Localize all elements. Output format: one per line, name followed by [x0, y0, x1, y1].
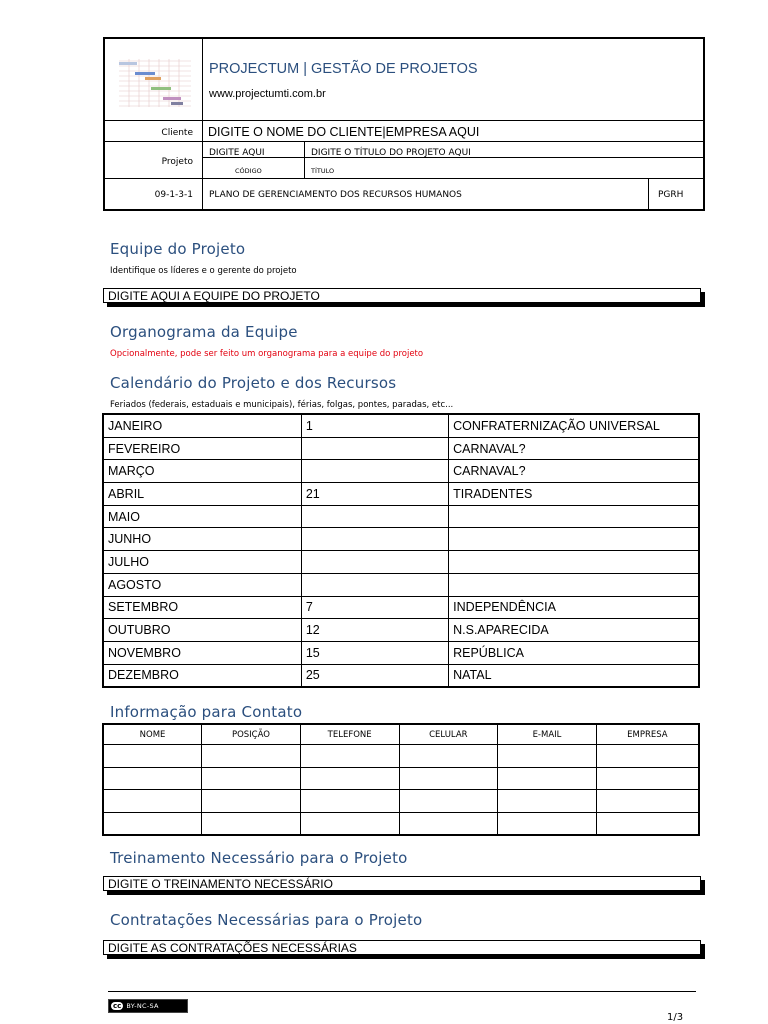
contact-cell[interactable]	[103, 790, 202, 813]
calendar-month-cell[interactable]: MARÇO	[103, 460, 301, 483]
calendar-month-cell[interactable]: NOVEMBRO	[103, 641, 301, 664]
calendar-row	[103, 414, 699, 437]
contact-cell[interactable]	[202, 767, 301, 790]
calendar-day-cell[interactable]	[301, 528, 448, 551]
contact-cell[interactable]	[202, 812, 301, 835]
contact-column-header: POSIÇÃO	[202, 724, 301, 745]
contact-cell[interactable]	[300, 790, 399, 813]
contact-cell[interactable]	[202, 790, 301, 813]
calendar-month-cell[interactable]: JUNHO	[103, 528, 301, 551]
calendar-month-cell[interactable]: MAIO	[103, 505, 301, 528]
company-website[interactable]: www.projectumti.com.br	[209, 88, 326, 100]
contact-cell[interactable]	[498, 767, 597, 790]
org-note: Opcionalmente, pode ser feito um organograma para a equipe do projeto	[110, 349, 424, 359]
footer-divider	[108, 991, 696, 992]
calendar-note: Feriados (federais, estaduais e municipais), férias, folgas, pontes, paradas, etc...	[110, 400, 454, 410]
contact-cell[interactable]	[399, 745, 498, 768]
calendar-event-cell[interactable]: CARNAVAL?	[449, 460, 699, 483]
document-header	[103, 37, 705, 211]
title-caption: TÍTULO	[311, 167, 335, 175]
contact-column-header: EMPRESA	[596, 724, 699, 745]
calendar-day-cell[interactable]: 1	[301, 414, 448, 437]
calendar-event-cell[interactable]: CONFRATERNIZAÇÃO UNIVERSAL	[449, 414, 699, 437]
calendar-month-cell[interactable]: DEZEMBRO	[103, 664, 301, 687]
calendar-row	[103, 460, 699, 483]
calendar-day-cell[interactable]: 21	[301, 483, 448, 506]
calendar-day-cell[interactable]	[301, 505, 448, 528]
calendar-day-cell[interactable]: 15	[301, 641, 448, 664]
team-note: Identifique os líderes e o gerente do projeto	[110, 266, 297, 276]
calendar-row	[103, 619, 699, 642]
calendar-row	[103, 437, 699, 460]
project-label: Projeto	[161, 157, 193, 167]
cc-icon: cc	[113, 1002, 122, 1010]
page-number: 1/3	[667, 1012, 684, 1023]
client-field[interactable]: DIGITE O NOME DO CLIENTE|EMPRESA AQUI	[208, 125, 480, 139]
code-caption: CÓDIGO	[235, 167, 262, 175]
company-name: PROJECTUM | GESTÃO DE PROJETOS	[209, 61, 478, 77]
client-label: Cliente	[161, 128, 193, 138]
contact-cell[interactable]	[103, 812, 202, 835]
calendar-day-cell[interactable]	[301, 573, 448, 596]
calendar-event-cell[interactable]	[449, 551, 699, 574]
holiday-calendar-table	[102, 413, 700, 688]
calendar-row	[103, 505, 699, 528]
contact-cell[interactable]	[498, 812, 597, 835]
gantt-chart-icon	[105, 39, 201, 118]
calendar-row	[103, 528, 699, 551]
contact-cell[interactable]	[300, 745, 399, 768]
contact-cell[interactable]	[399, 790, 498, 813]
contact-cell[interactable]	[596, 767, 699, 790]
contact-heading: Informação para Contato	[110, 703, 303, 721]
calendar-event-cell[interactable]	[449, 505, 699, 528]
calendar-row	[103, 641, 699, 664]
project-title-field[interactable]: DIGITE O TÍTULO DO PROJETO AQUI	[311, 148, 471, 158]
contact-row	[103, 767, 699, 790]
calendar-month-cell[interactable]: SETEMBRO	[103, 596, 301, 619]
training-heading: Treinamento Necessário para o Projeto	[110, 849, 408, 867]
calendar-row	[103, 573, 699, 596]
document-number: 09-1-3-1	[154, 190, 193, 200]
training-field[interactable]: DIGITE O TREINAMENTO NECESSÁRIO	[103, 876, 701, 891]
contact-row	[103, 790, 699, 813]
contact-column-header: E-MAIL	[498, 724, 597, 745]
hiring-heading: Contratações Necessárias para o Projeto	[110, 911, 423, 929]
calendar-event-cell[interactable]: INDEPENDÊNCIA	[449, 596, 699, 619]
document-title: PLANO DE GERENCIAMENTO DOS RECURSOS HUMANOS	[209, 190, 462, 200]
calendar-row	[103, 483, 699, 506]
contact-cell[interactable]	[596, 745, 699, 768]
calendar-day-cell[interactable]	[301, 460, 448, 483]
calendar-row	[103, 551, 699, 574]
calendar-event-cell[interactable]: NATAL	[449, 664, 699, 687]
contact-cell[interactable]	[300, 812, 399, 835]
calendar-day-cell[interactable]	[301, 437, 448, 460]
contact-cell[interactable]	[596, 790, 699, 813]
contact-table	[102, 723, 700, 836]
team-field[interactable]: DIGITE AQUI A EQUIPE DO PROJETO	[103, 288, 701, 303]
contact-cell[interactable]	[498, 790, 597, 813]
calendar-month-cell[interactable]: JULHO	[103, 551, 301, 574]
calendar-month-cell[interactable]: AGOSTO	[103, 573, 301, 596]
calendar-event-cell[interactable]	[449, 573, 699, 596]
contact-cell[interactable]	[498, 745, 597, 768]
calendar-month-cell[interactable]: OUTUBRO	[103, 619, 301, 642]
creative-commons-badge[interactable]	[108, 999, 188, 1013]
contact-column-header: NOME	[103, 724, 202, 745]
contact-cell[interactable]	[103, 767, 202, 790]
contact-cell[interactable]	[202, 745, 301, 768]
calendar-event-cell[interactable]	[449, 528, 699, 551]
calendar-day-cell[interactable]: 25	[301, 664, 448, 687]
license-label: BY-NC-SA	[126, 1002, 159, 1010]
calendar-month-cell[interactable]: ABRIL	[103, 483, 301, 506]
contact-row	[103, 812, 699, 835]
contact-column-header: TELEFONE	[300, 724, 399, 745]
calendar-row	[103, 596, 699, 619]
org-heading: Organograma da Equipe	[110, 323, 298, 341]
contact-cell[interactable]	[596, 812, 699, 835]
contact-row	[103, 745, 699, 768]
logo	[105, 39, 203, 120]
contact-column-header: CELULAR	[399, 724, 498, 745]
contact-cell[interactable]	[300, 767, 399, 790]
team-heading: Equipe do Projeto	[110, 240, 246, 258]
calendar-row	[103, 664, 699, 687]
calendar-month-cell[interactable]: FEVEREIRO	[103, 437, 301, 460]
calendar-day-cell[interactable]: 12	[301, 619, 448, 642]
calendar-event-cell[interactable]: REPÚBLICA	[449, 641, 699, 664]
calendar-month-cell[interactable]: JANEIRO	[103, 414, 301, 437]
project-code-field[interactable]: DIGITE AQUI	[209, 148, 265, 158]
hiring-field[interactable]: DIGITE AS CONTRATAÇÕES NECESSÁRIAS	[103, 940, 701, 955]
document-abbreviation: PGRH	[658, 190, 684, 200]
contact-cell[interactable]	[103, 745, 202, 768]
calendar-event-cell[interactable]: TIRADENTES	[449, 483, 699, 506]
calendar-event-cell[interactable]: CARNAVAL?	[449, 437, 699, 460]
calendar-heading: Calendário do Projeto e dos Recursos	[110, 374, 397, 392]
calendar-event-cell[interactable]: N.S.APARECIDA	[449, 619, 699, 642]
contact-cell[interactable]	[399, 767, 498, 790]
calendar-day-cell[interactable]	[301, 551, 448, 574]
contact-cell[interactable]	[399, 812, 498, 835]
calendar-day-cell[interactable]: 7	[301, 596, 448, 619]
